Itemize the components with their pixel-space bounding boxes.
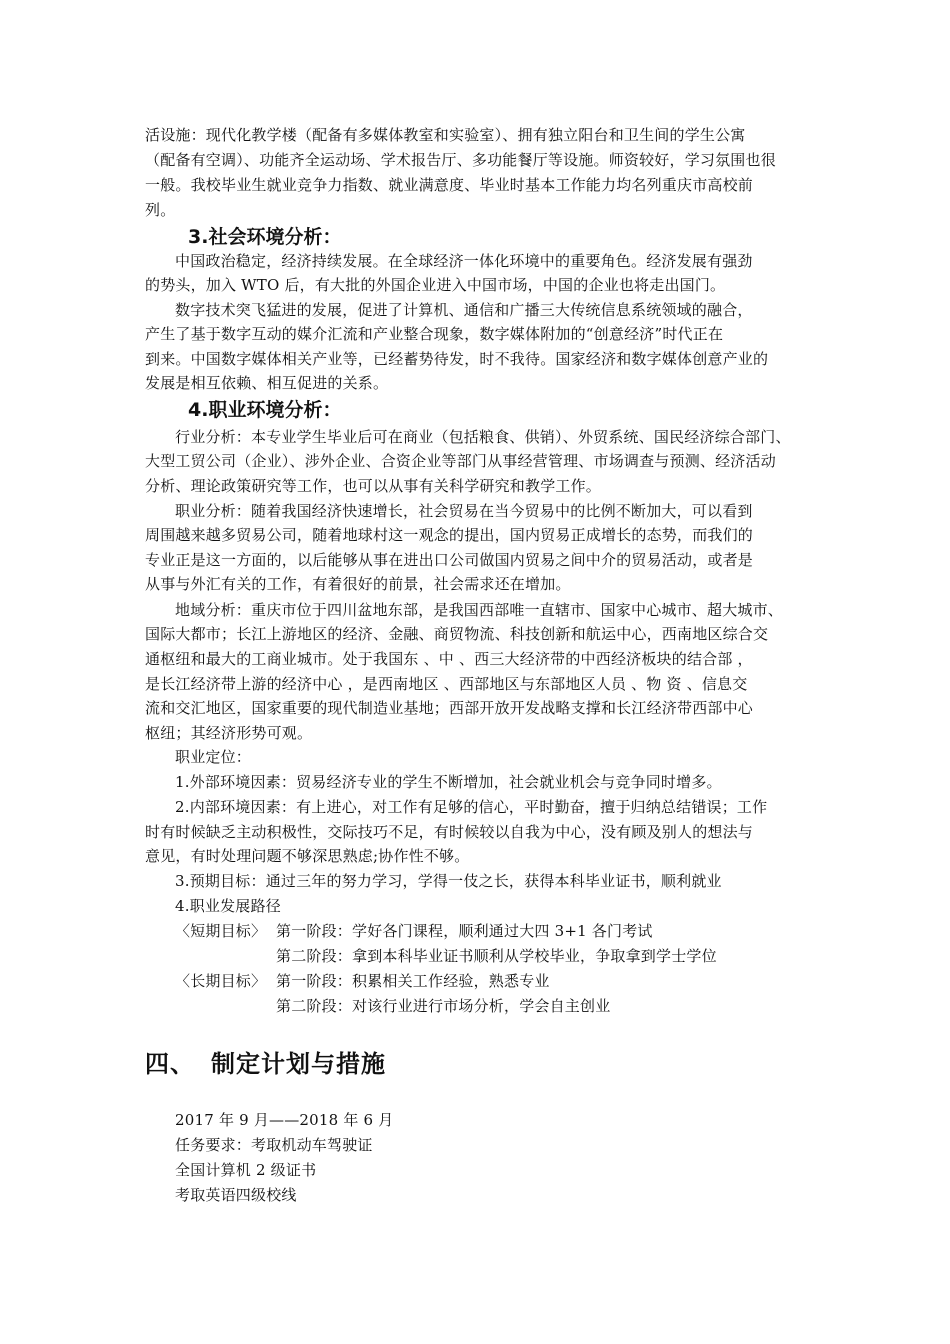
long-term-row-2: [175, 996, 610, 1016]
intro-line-1: 活设施：现代化教学楼（配备有多媒体教室和实验室）、拥有独立阳台和卫生间的学生公寓: [145, 126, 746, 144]
intro-line-3: 一般。我校毕业生就业竞争力指数、就业满意度、毕业时基本工作能力均名列重庆市高校前: [145, 176, 754, 194]
career-line-2: 周围越来越多贸易公司，随着地球村这一观念的提出，国内贸易正成增长的态势，而我们的: [145, 526, 754, 544]
long-term-tag: 〈长期目标〉: [175, 972, 267, 990]
short-term-tag: 〈短期目标〉: [175, 922, 267, 940]
section-4-heading: 4.职业环境分析：: [188, 399, 342, 421]
plan-line-4: 考取英语四级校线: [175, 1186, 297, 1204]
industry-line-2: 大型工贸公司（企业）、涉外企业、合资企业等部门从事经营管理、市场调查与预测、经济活动: [145, 452, 776, 470]
positioning-title: 职业定位：: [175, 748, 252, 766]
industry-line-3: 分析、理论政策研究等工作，也可以从事有关科学研究和教学工作。: [145, 477, 602, 495]
career-line-4: 从事与外汇有关的工作，有着很好的前景，社会需求还在增加。: [145, 575, 571, 593]
positioning-item-1: 1.外部环境因素：贸易经济专业的学生不断增加，社会就业机会与竞争同时增多。: [175, 773, 722, 791]
short-term-stage-1: 第一阶段：学好各门课程，顺利通过大四 3+1 各门考试: [276, 922, 653, 940]
career-line-1: 职业分析：随着我国经济快速增长，社会贸易在当今贸易中的比例不断加大，可以看到: [175, 502, 753, 520]
region-line-6: 枢纽；其经济形势可观。: [145, 724, 313, 742]
industry-line-1: 行业分析：本专业学生毕业后可在商业（包括粮食、供销）、外贸系统、国民经济综合部门、: [175, 428, 791, 446]
positioning-item-3: 3.预期目标：通过三年的努力学习，学得一伎之长，获得本科毕业证书，顺利就业: [175, 872, 722, 890]
region-line-5: 流和交汇地区，国家重要的现代制造业基地；西部开放开发战略支撑和长江经济带西部中心: [145, 699, 754, 717]
intro-line-4: 列。: [145, 201, 176, 219]
social-p2-line-2: 产生了基于数字互动的媒介汇流和产业整合现象，数字媒体附加的“创意经济”时代正在: [145, 325, 724, 343]
intro-line-2: （配备有空调）、功能齐全运动场、学术报告厅、多功能餐厅等设施。师资较好，学习氛围也很: [145, 151, 776, 169]
chapter-four-number: 四、: [145, 1050, 195, 1078]
short-term-stage-2: 第二阶段：拿到本科毕业证书顺利从学校毕业，争取拿到学士学位: [276, 947, 717, 965]
chapter-four-title: 制定计划与措施: [211, 1050, 386, 1078]
social-p2-line-4: 发展是相互依赖、相互促进的关系。: [145, 374, 389, 392]
long-term-row-1: [175, 971, 550, 991]
short-term-row-1: [175, 921, 653, 941]
positioning-item-4: 4.职业发展路径: [175, 897, 281, 915]
plan-line-3: 全国计算机 2 级证书: [175, 1161, 317, 1179]
region-line-4: 是长江经济带上游的经济中心 ，是西南地区 、西部地区与东部地区人员 、物 资 、信息交: [145, 675, 748, 693]
long-term-stage-1: 第一阶段：积累相关工作经验，熟悉专业: [276, 972, 550, 990]
region-line-3: 通枢纽和最大的工商业城市。处于我国东 、中 、西三大经济带的中西经济板块的结合部 ，: [145, 650, 753, 668]
short-term-row-2: [175, 946, 717, 966]
positioning-item-2-line-2: 时有时候缺乏主动积极性，交际技巧不足，有时候较以自我为中心，没有顾及别人的想法与: [145, 823, 754, 841]
section-3-heading: 3.社会环境分析：: [188, 226, 342, 248]
plan-line-1: 2017 年 9 月——2018 年 6 月: [175, 1111, 394, 1129]
chapter-four-heading: [145, 1049, 386, 1079]
positioning-item-2-line-1: 2.内部环境因素：有上进心，对工作有足够的信心，平时勤奋，擅于归纳总结错误；工作: [175, 798, 768, 816]
region-line-2: 国际大都市；长江上游地区的经济、金融、商贸物流、科技创新和航运中心，西南地区综合交: [145, 625, 769, 643]
career-line-3: 专业正是这一方面的，以后能够从事在进出口公司做国内贸易之间中介的贸易活动，或者是: [145, 551, 754, 569]
positioning-item-2-line-3: 意见，有时处理问题不够深思熟虑;协作性不够。: [145, 847, 470, 865]
plan-line-2: 任务要求：考取机动车驾驶证: [175, 1136, 373, 1154]
social-p2-line-3: 到来。中国数字媒体相关产业等，已经蓄势待发，时不我待。国家经济和数字媒体创意产业的: [145, 350, 769, 368]
long-term-stage-2: 第二阶段：对该行业进行市场分析，学会自主创业: [276, 997, 611, 1015]
social-p1-line-2: 的势头，加入 WTO 后，有大批的外国企业进入中国市场，中国的企业也将走出国门。: [145, 276, 726, 294]
social-p1-line-1: 中国政治稳定，经济持续发展。在全球经济一体化环境中的重要角色。经济发展有强劲: [175, 252, 753, 270]
region-line-1: 地域分析：重庆市位于四川盆地东部，是我国西部唯一直辖市、国家中心城市、超大城市、: [175, 601, 784, 619]
social-p2-line-1: 数字技术突飞猛进的发展，促进了计算机、通信和广播三大传统信息系统领域的融合，: [175, 301, 753, 319]
